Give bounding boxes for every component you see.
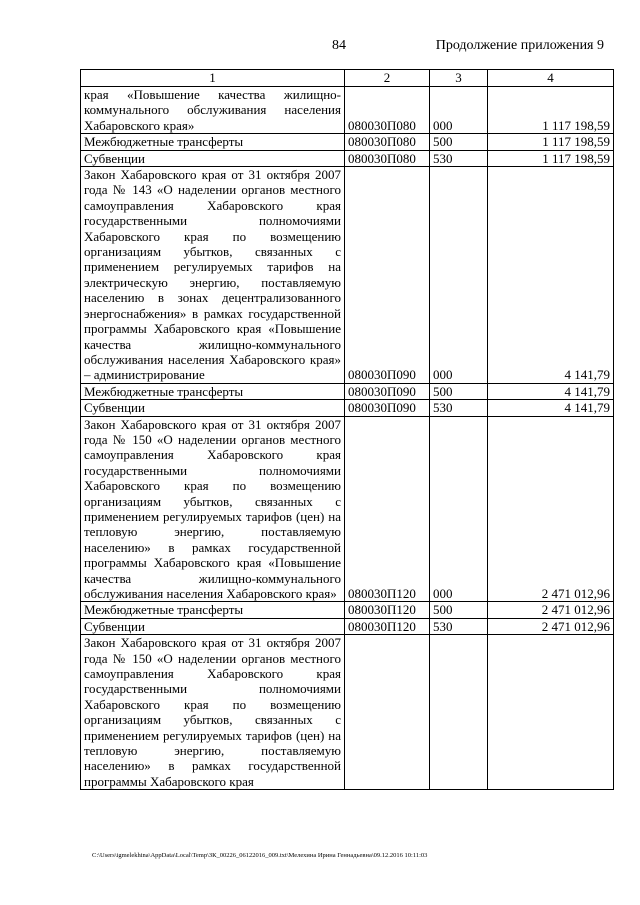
table-row <box>81 635 614 790</box>
row-code: 080030П090 <box>345 400 430 416</box>
table-row <box>81 400 614 416</box>
row-code: 080030П080 <box>345 150 430 166</box>
row-code: 080030П120 <box>345 618 430 634</box>
row-name: Закон Хабаровского края от 31 октября 2007 года № 143 «О наделении органов местного самоуправления Хабаровского края государственными полномочиями Хабаровского края по возмещению организациям убытков, связанных с применением регулируемых тарифов на электрическую энергию, поставляемую населению в зонах децентрализованного энергоснабжения» в рамках государственной программы Хабаровского края «Повышение качества жилищно-коммунального обслуживания населения Хабаровского края» – администрирование <box>81 167 345 384</box>
page-number: 84 <box>332 38 346 53</box>
table-row <box>81 87 614 134</box>
row-name: Межбюджетные трансферты <box>81 602 345 618</box>
row-amount: 2 471 012,96 <box>488 618 614 634</box>
row-amount: 2 471 012,96 <box>488 602 614 618</box>
row-code: 080030П090 <box>345 383 430 399</box>
file-path-footer: C:\Users\igmelekhina\AppData\Local\Temp\ЗК_00226_06122016_009.txt\Мелехина Ирина Геннадьевна\09.12.2016 10:11:03 <box>92 852 428 859</box>
table-row <box>81 383 614 399</box>
table-row <box>81 416 614 602</box>
row-code: 080030П120 <box>345 416 430 602</box>
row-amount: 1 117 198,59 <box>488 134 614 150</box>
row-type: 530 <box>430 150 488 166</box>
row-name: Межбюджетные трансферты <box>81 383 345 399</box>
table-row <box>81 618 614 634</box>
table-row <box>81 150 614 166</box>
continuation-label: Продолжение приложения 9 <box>435 38 604 53</box>
row-name: Межбюджетные трансферты <box>81 134 345 150</box>
row-code: 080030П120 <box>345 602 430 618</box>
row-amount: 4 141,79 <box>488 167 614 384</box>
row-type: 500 <box>430 383 488 399</box>
row-type: 530 <box>430 400 488 416</box>
row-name: Субвенции <box>81 618 345 634</box>
budget-table <box>80 69 614 790</box>
row-type <box>430 635 488 790</box>
row-type: 000 <box>430 167 488 384</box>
row-amount: 2 471 012,96 <box>488 416 614 602</box>
row-amount: 1 117 198,59 <box>488 150 614 166</box>
row-amount <box>488 635 614 790</box>
table-row <box>81 134 614 150</box>
row-type: 530 <box>430 618 488 634</box>
row-code <box>345 635 430 790</box>
row-type: 000 <box>430 416 488 602</box>
row-name: Закон Хабаровского края от 31 октября 2007 года № 150 «О наделении органов местного самоуправления Хабаровского края государственными полномочиями Хабаровского края по возмещению организациям убытков, связанных с применением регулируемых тарифов (цен) на тепловую энергию, поставляемую населению» в рамках государственной программы Хабаровского края <box>81 635 345 790</box>
row-amount: 4 141,79 <box>488 383 614 399</box>
column-header: 2 <box>345 70 430 87</box>
column-header-row <box>81 70 614 87</box>
row-code: 080030П080 <box>345 134 430 150</box>
table-row <box>81 167 614 384</box>
row-code: 080030П090 <box>345 167 430 384</box>
table-row <box>81 602 614 618</box>
row-type: 500 <box>430 134 488 150</box>
row-name: Субвенции <box>81 150 345 166</box>
row-amount: 1 117 198,59 <box>488 87 614 134</box>
row-code: 080030П080 <box>345 87 430 134</box>
column-header: 1 <box>81 70 345 87</box>
row-name: Субвенции <box>81 400 345 416</box>
column-header: 3 <box>430 70 488 87</box>
column-header: 4 <box>488 70 614 87</box>
row-type: 500 <box>430 602 488 618</box>
row-type: 000 <box>430 87 488 134</box>
row-amount: 4 141,79 <box>488 400 614 416</box>
row-name: края «Повышение качества жилищно-коммунального обслуживания населения Хабаровского края» <box>81 87 345 134</box>
row-name: Закон Хабаровского края от 31 октября 2007 года № 150 «О наделении органов местного самоуправления Хабаровского края государственными полномочиями Хабаровского края по возмещению организациям убытков, связанных с применением регулируемых тарифов (цен) на тепловую энергию, поставляемую населению» в рамках государственной программы Хабаровского края «Повышение качества жилищно-коммунального обслуживания населения Хабаровского края» <box>81 416 345 602</box>
